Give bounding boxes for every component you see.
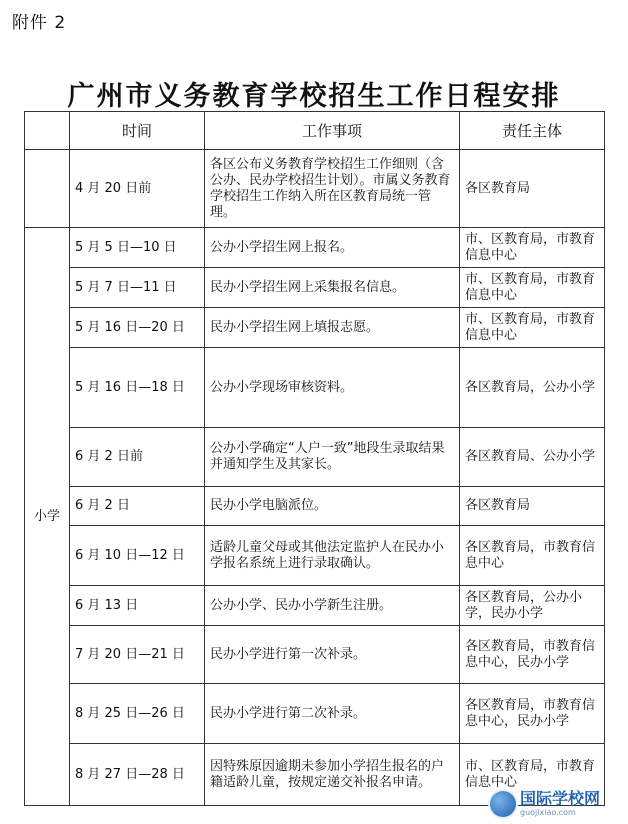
table-row — [25, 308, 605, 348]
time-cell: 6 月 10 日—12 日 — [70, 526, 205, 586]
task-cell: 民办小学进行第二次补录。 — [205, 684, 460, 744]
responsible-cell: 各区教育局，公办小学，民办小学 — [460, 586, 605, 626]
stage-cell: 小学 — [25, 228, 70, 806]
time-cell: 8 月 25 日—26 日 — [70, 684, 205, 744]
task-cell: 民办小学招生网上填报志愿。 — [205, 308, 460, 348]
responsible-cell: 市、区教育局，市教育信息中心 — [460, 268, 605, 308]
time-cell: 6 月 2 日 — [70, 487, 205, 526]
task-cell: 公办小学、民办小学新生注册。 — [205, 586, 460, 626]
responsible-cell: 市、区教育局，市教育信息中心 — [460, 744, 605, 806]
time-cell: 4 月 20 日前 — [70, 150, 205, 228]
responsible-cell: 各区教育局 — [460, 487, 605, 526]
table-row — [25, 268, 605, 308]
table-row — [25, 626, 605, 684]
watermark-url: guojixiao.com — [520, 808, 576, 817]
responsible-cell: 各区教育局，公办小学 — [460, 348, 605, 428]
time-cell: 6 月 13 日 — [70, 586, 205, 626]
time-cell: 5 月 5 日—10 日 — [70, 228, 205, 268]
site-watermark — [490, 786, 626, 822]
task-cell: 因特殊原因逾期未参加小学招生报名的户籍适龄儿童，按规定递交补报名申请。 — [205, 744, 460, 806]
task-cell: 公办小学现场审核资料。 — [205, 348, 460, 428]
time-cell: 7 月 20 日—21 日 — [70, 626, 205, 684]
responsible-cell: 各区教育局，市教育信息中心，民办小学 — [460, 626, 605, 684]
table-row — [25, 428, 605, 487]
time-cell: 8 月 27 日—28 日 — [70, 744, 205, 806]
table-row — [25, 348, 605, 428]
attachment-label: 附件 2 — [12, 13, 67, 33]
task-cell: 民办小学电脑派位。 — [205, 487, 460, 526]
responsible-cell: 各区教育局，市教育信息中心 — [460, 526, 605, 586]
watermark-title: 国际学校网 — [520, 789, 601, 808]
task-cell: 公办小学招生网上报名。 — [205, 228, 460, 268]
table-row — [25, 684, 605, 744]
header-stage — [25, 112, 70, 150]
table-row — [25, 228, 605, 268]
responsible-cell: 市、区教育局，市教育信息中心 — [460, 228, 605, 268]
task-cell: 民办小学进行第一次补录。 — [205, 626, 460, 684]
time-cell: 5 月 7 日—11 日 — [70, 268, 205, 308]
responsible-cell: 各区教育局、公办小学 — [460, 428, 605, 487]
document-title: 广州市义务教育学校招生工作日程安排 — [67, 81, 561, 112]
table-row — [25, 150, 605, 228]
time-cell: 5 月 16 日—18 日 — [70, 348, 205, 428]
header-time: 时间 — [70, 112, 205, 150]
responsible-cell: 各区教育局 — [460, 150, 605, 228]
task-cell: 各区公布义务教育学校招生工作细则（含公办、民办学校招生计划）。市属义务教育学校招生工作纳入所在区教育局统一管理。 — [205, 150, 460, 228]
responsible-cell: 各区教育局，市教育信息中心，民办小学 — [460, 684, 605, 744]
header-responsible: 责任主体 — [460, 112, 605, 150]
task-cell: 公办小学确定“人户一致”地段生录取结果并通知学生及其家长。 — [205, 428, 460, 487]
stage-cell-empty — [25, 150, 70, 228]
task-cell: 民办小学招生网上采集报名信息。 — [205, 268, 460, 308]
time-cell: 5 月 16 日—20 日 — [70, 308, 205, 348]
table-row — [25, 487, 605, 526]
table-row — [25, 526, 605, 586]
table-row — [25, 586, 605, 626]
task-cell: 适龄儿童父母或其他法定监护人在民办小学报名系统上进行录取确认。 — [205, 526, 460, 586]
time-cell: 6 月 2 日前 — [70, 428, 205, 487]
header-task: 工作事项 — [205, 112, 460, 150]
table-header-row — [25, 112, 605, 150]
schedule-table — [24, 111, 605, 806]
responsible-cell: 市、区教育局，市教育信息中心 — [460, 308, 605, 348]
globe-icon — [490, 791, 516, 817]
